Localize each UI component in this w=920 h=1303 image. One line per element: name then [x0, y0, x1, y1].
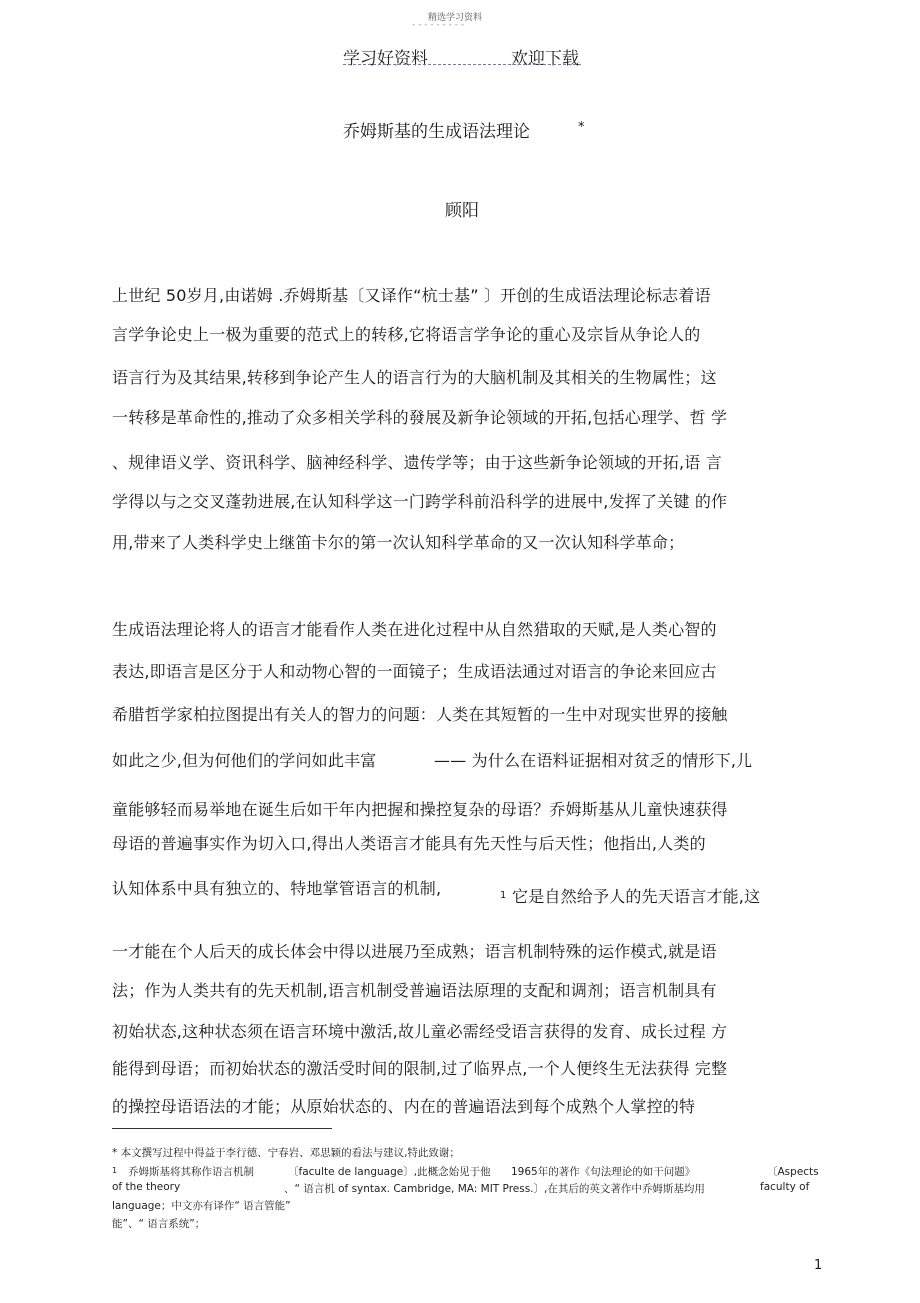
- text-line: 法；作为人类共有的先天机制,语言机制受普遍语法原理的支配和调剂；语言机制具有: [112, 981, 717, 1000]
- title-footnote-mark: *: [578, 120, 585, 135]
- text-line: 学得以与之交叉蓬勃进展,在认知科学这一门跨学科前沿科学的进展中,发挥了关键 的作: [112, 492, 728, 511]
- page-number: 1: [814, 1258, 823, 1273]
- text-line: 母语的普遍事实作为切入口,得出人类语言才能具有先天性与后天性；他指出,人类的: [112, 834, 706, 853]
- text-line: 言学争论史上一极为重要的范式上的转移,它将语言学争论的重心及宗旨从争论人的: [112, 325, 701, 344]
- text-line: 生成语法理论将人的语言才能看作人类在进化过程中从自然猎取的天赋,是人类心智的: [112, 620, 717, 639]
- footnote-star: * 本文撰写过程中得益于李行德、宁春岩、邓思颖的看法与建议,特此致谢；: [112, 1147, 460, 1159]
- footnote-text: 1965年的著作《句法理论的如干问题》: [511, 1166, 696, 1178]
- top-note: 精选学习资料: [428, 13, 483, 23]
- text-line: 如此之少,但为何他们的学问如此丰富: [112, 751, 377, 770]
- text-line: 希腊哲学家柏拉图提出有关人的智力的问题：人类在其短暂的一生中对现实世界的接触: [112, 705, 728, 724]
- text-line: 初始状态,这种状态须在语言环境中激活,故儿童必需经受语言获得的发育、成长过程 方: [112, 1022, 728, 1041]
- footnote-text: language；中文亦有译作“ 语言管能”: [112, 1200, 291, 1212]
- footnote-text: 、“ 语言机 of syntax. Cambridge, MA: MIT Press.〕,在其后的英文著作中乔姆斯基均用: [284, 1183, 705, 1195]
- text-line: 用,带来了人类科学史上继笛卡尔的第一次认知科学革命的又一次认知科学革命；: [112, 533, 685, 552]
- top-dashes: - - - - - - - - -: [412, 20, 465, 30]
- header-left: 学习好资料: [343, 49, 428, 69]
- text-line: 的操控母语语法的才能；从原始状态的、内在的普遍语法到每个成熟个人掌控的特: [112, 1097, 696, 1116]
- text-line: 认知体系中具有独立的、特地掌管语言的机制,: [112, 879, 442, 898]
- header-right: 欢迎下载: [511, 49, 579, 69]
- text-line: 它是自然给予人的先天语言才能,这: [512, 887, 761, 906]
- footnote-text: of the theory: [112, 1181, 181, 1193]
- text-line: 能得到母语；而初始状态的激活受时间的限制,过了临界点,一个人便终生无法获得 完整: [112, 1059, 728, 1078]
- footnote-divider: [112, 1128, 332, 1129]
- footnote-text: 能”、“ 语言系统”；: [112, 1218, 206, 1230]
- footnote-1-mark: 1: [112, 1166, 118, 1175]
- text-line: 语言行为及其结果,转移到争论产生人的语言行为的大脑机制及其相关的生物属性；这: [112, 368, 717, 387]
- footnote-text: 〔Aspects: [767, 1166, 819, 1178]
- text-line: 童能够轻而易举地在诞生后如干年内把握和操控复杂的母语？乔姆斯基从儿童快速获得: [112, 800, 728, 819]
- text-line: 一才能在个人后天的成长体会中得以进展乃至成熟；语言机制特殊的运作模式,就是语: [112, 942, 717, 961]
- article-title: 乔姆斯基的生成语法理论: [343, 122, 530, 142]
- footnote-text: 乔姆斯基将其称作语言机制: [128, 1166, 254, 1178]
- text-line: 表达,即语言是区分于人和动物心智的一面镜子；生成语法通过对语言的争论来回应古: [112, 662, 717, 681]
- text-line: 一转移是革命性的,推动了众多相关学科的發展及新争论领域的开拓,包括心理学、哲 学: [112, 408, 728, 427]
- text-line: —— 为什么在语料证据相对贫乏的情形下,儿: [434, 751, 753, 770]
- text-line: 、规律语义学、资讯科学、脑神经科学、遗传学等；由于这些新争论领域的开拓,语 言: [112, 453, 722, 472]
- footnote-text: faculty of: [760, 1181, 810, 1193]
- text-line: 上世纪 50岁月,由诺姆 .乔姆斯基〔又译作“杭士基” 〕开创的生成语法理论标志着语: [112, 286, 711, 305]
- header-underline: [343, 64, 581, 65]
- footnote-ref-1: 1: [500, 890, 507, 901]
- author-name: 顾阳: [445, 201, 479, 221]
- footnote-text: 〔faculte de language〕,此概念始见于他: [288, 1166, 491, 1178]
